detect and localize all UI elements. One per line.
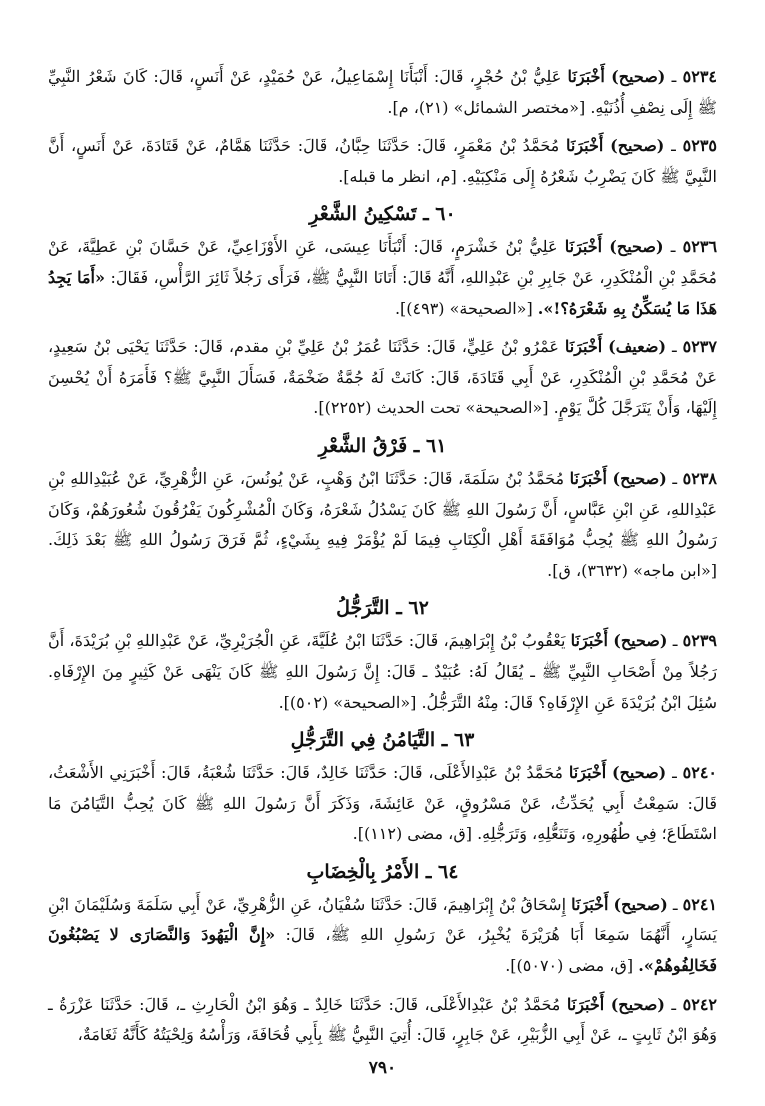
hadith-reference: [ق، مضى (١١٢)]. <box>352 824 472 844</box>
hadith-grade: (صحيح) <box>610 136 665 156</box>
hadith-5238: ٥٢٣٨ ـ (صحيح) أَخْبَرَنَا مُحَمَّدُ بْنُ سَلَمَةَ، قَالَ: حَدَّثَنَا ابْنُ وَهْبٍ، عَنْ يُونُسَ، عَنِ الزُّهْرِيِّ، عَنْ عُبَيْدِاللهِ بْنِ عَبْدِاللهِ، عَنِ ابْنِ عَبَّاسٍ، أَنَّ رَسُولَ اللهِ ﷺ كَانَ يَسْدُلُ شَعْرَهُ، وَكَانَ الْمُشْرِكُونَ يَفْرُقُونَ شُعُورَهُمْ، وَكَانَ رَسُولُ اللهِ ﷺ يُحِبُّ مُوَافَقَةَ أَهْلِ الْكِتَابِ فِيمَا لَمْ يُؤْمَرْ فِيهِ بِشَيْءٍ، ثُمَّ فَرَقَ رَسُولُ اللهِ ﷺ بَعْدَ ذَلِكَ. [«ابن ماجه» (٣٦٣٢)، ق]. <box>48 468 717 580</box>
hadith-grade: (صحيح) <box>613 894 668 914</box>
prophetic-saying: «إِنَّ الْيَهُودَ وَالنَّصَارَى لا يَصْبُغُونَ فَخَالِفُوهُمْ». <box>48 925 717 976</box>
hadith-reference: [«الصحيحة» تحت الحديث (٢٢٥٢)]. <box>313 398 549 418</box>
hadith-reference: [م، انظر ما قبله]. <box>338 166 457 186</box>
hadith-5235: ٥٢٣٥ ـ (صحيح) أَخْبَرَنَا مُحَمَّدُ بْنُ مَعْمَرٍ، قَالَ: حَدَّثَنَا حِبَّانُ، قَالَ: حَدَّثَنَا هَمَّامٌ، عَنْ قَتَادَةَ، عَنْ أَنَسٍ، أَنَّ النَّبِيَّ ﷺ كَانَ يَضْرِبُ شَعْرُهُ إِلَى مَنْكِبَيْهِ. [م، انظر ما قبله]. <box>48 136 717 186</box>
hadith-grade: (ضعيف) <box>608 337 667 357</box>
hadith-number: ٥٢٤٠ <box>682 763 718 783</box>
hadith-5237: ٥٢٣٧ ـ (ضعيف) أَخْبَرَنَا عَمْرُو بْنُ عَلِيٍّ، قَالَ: حَدَّثَنَا عُمَرُ بْنُ عَلِيِّ بْنِ مقدم، قَالَ: حَدَّثَنَا يَحْيَى بْنُ سَعِيدٍ، عَنْ مُحَمَّدِ بْنِ الْمُنْكَدِرِ، عَنْ أَبِي قَتَادَةَ، قَالَ: كَانَتْ لَهُ جُمَّةٌ ضَخْمَةٌ، فَسَأَلَ النَّبِيَّ ﷺ؟ فَأَمَرَهُ أَنْ يُحْسِنَ إِلَيْهَا، وَأَنْ يَتَرَجَّلَ كُلَّ يَوْمٍ. [«الصحيحة» تحت الحديث (٢٢٥٢)]. <box>48 337 718 418</box>
hadith-lead: أَخْبَرَنَا <box>569 468 607 488</box>
hadith-5241: ٥٢٤١ ـ (صحيح) أَخْبَرَنَا إِسْحَاقُ بْنُ إِبْرَاهِيمَ، قَالَ: حَدَّثَنَا سُفْيَانُ، عَنِ الزُّهْرِيِّ، عَنْ أَبِي سَلَمَةَ وَسُلَيْمَانَ ابْنِ يَسَارٍ، أَنَّهُمَا سَمِعَا أَبَا هُرَيْرَةَ يُخْبِرُ، عَنْ رَسُولِ اللهِ ﷺ، قَالَ: «إِنَّ الْيَهُودَ وَالنَّصَارَى لا يَصْبُغُونَ فَخَالِفُوهُمْ». [ق، مضى (٥٠٧٠)]. <box>48 894 718 976</box>
hadith-lead: أَخْبَرَنَا <box>564 237 603 257</box>
hadith-number: ٥٢٣٥ <box>682 136 717 156</box>
hadith-grade: (صحيح) <box>611 67 666 86</box>
hadith-lead: أَخْبَرَنَا <box>566 994 605 1014</box>
hadith-text: يَعْقُوبُ بْنُ إِبْرَاهِيمَ، قَالَ: حَدَّثَنَا ابْنُ عُلَيَّةَ، عَنِ الْجُرَيْرِيِّ، عَنْ عَبْدِاللهِ بْنِ بُرَيْدَةَ، أَنَّ رَجُلاً مِنْ أَصْحَابِ النَّبِيِّ ﷺ ـ يُقَالُ لَهُ: عُبَيْدٌ ـ قَالَ: إِنَّ رَسُولَ اللهِ ﷺ كَانَ يَنْهَى عَنْ كَثِيرٍ مِنَ الإِرْفَاهِ. سُئِلَ ابْنُ بُرَيْدَةَ عَنِ الإِرْفَاهِ؟ قَالَ: مِنْهُ التَّرَجُّلُ. <box>48 631 717 712</box>
chapter-heading-60: ٦٠ ـ تَسْكِينُ الشَّعْرِ <box>309 203 456 226</box>
hadith-reference: [«الصحيحة» (٤٩٣)]. <box>394 298 533 318</box>
hadith-5240: ٥٢٤٠ ـ (صحيح) أَخْبَرَنَا مُحَمَّدُ بْنُ عَبْدِالأَعْلَى، قَالَ: حَدَّثَنَا خَالِدٌ، قَالَ: حَدَّثَنَا شُعْبَةُ، قَالَ: أَخْبَرَنِي الأَشْعَثُ، قَالَ: سَمِعْتُ أَبِي يُحَدِّثُ، عَنْ مَسْرُوقٍ، عَنْ عَائِشَةَ، وَذَكَرَ أَنَّ رَسُولَ اللهِ ﷺ كَانَ يُحِبُّ التَّيَامُنَ مَا اسْتَطَاعَ؛ فِي طُهُورِهِ، وَتَنَعُّلِهِ، وَتَرَجُّلِهِ. [ق، مضى (١١٢)]. <box>48 763 718 844</box>
hadith-number: ٥٢٣٨ <box>682 468 717 488</box>
page-content <box>48 62 717 1051</box>
chapter-heading-62: ٦٢ ـ التَّرَجُّلُ <box>336 597 429 620</box>
hadith-5239: ٥٢٣٩ ـ (صحيح) أَخْبَرَنَا يَعْقُوبُ بْنُ إِبْرَاهِيمَ، قَالَ: حَدَّثَنَا ابْنُ عُلَيَّةَ، عَنِ الْجُرَيْرِيِّ، عَنْ عَبْدِاللهِ بْنِ بُرَيْدَةَ، أَنَّ رَجُلاً مِنْ أَصْحَابِ النَّبِيِّ ﷺ ـ يُقَالُ لَهُ: عُبَيْدٌ ـ قَالَ: إِنَّ رَسُولَ اللهِ ﷺ كَانَ يَنْهَى عَنْ كَثِيرٍ مِنَ الإِرْفَاهِ. سُئِلَ ابْنُ بُرَيْدَةَ عَنِ الإِرْفَاهِ؟ قَالَ: مِنْهُ التَّرَجُّلُ. [«الصحيحة» (٥٠٢)]. <box>48 631 718 712</box>
hadith-grade: (صحيح) <box>610 994 665 1014</box>
chapter-heading-64: ٦٤ ـ الأَمْرُ بِالْخِضَابِ <box>306 860 459 883</box>
hadith-reference: [«مختصر الشمائل» (٢١)، م]. <box>387 97 586 117</box>
hadith-lead: أَخْبَرَنَا <box>566 136 604 156</box>
hadith-5236: ٥٢٣٦ ـ (صحيح) أَخْبَرَنَا عَلِيُّ بْنُ خَشْرَمٍ، قَالَ: أَنْبَأَنَا عِيسَى، عَنِ الأَوْزَاعِيِّ، عَنْ حَسَّانَ بْنِ عَطِيَّةَ، عَنْ مُحَمَّدِ بْنِ الْمُنْكَدِرِ، عَنْ جَابِرِ بْنِ عَبْدِاللهِ، أَنَّهُ قَالَ: أَتَانَا النَّبِيُّ ﷺ، فَرَأَى رَجُلاً ثَائِرَ الرَّأْسِ، فَقَالَ: «أَمَا يَجِدُ هَذَا مَا يُسَكِّنُ بِهِ شَعْرَهُ؟!». [«الصحيحة» (٤٩٣)]. <box>48 237 718 318</box>
hadith-lead: أَخْبَرَنَا <box>568 763 607 783</box>
hadith-reference: [«ابن ماجه» (٣٦٣٢)، ق]. <box>547 560 717 580</box>
hadith-number: ٥٢٣٤ <box>682 67 717 86</box>
hadith-text: عَمْرُو بْنُ عَلِيٍّ، قَالَ: حَدَّثَنَا عُمَرُ بْنُ عَلِيِّ بْنِ مقدم، قَالَ: حَدَّثَنَا يَحْيَى بْنُ سَعِيدٍ، عَنْ مُحَمَّدِ بْنِ الْمُنْكَدِرِ، عَنْ أَبِي قَتَادَةَ، قَالَ: كَانَتْ لَهُ جُمَّةٌ ضَخْمَةٌ، فَسَأَلَ النَّبِيَّ ﷺ؟ فَأَمَرَهُ أَنْ يُحْسِنَ إِلَيْهَا، وَأَنْ يَتَرَجَّلَ كُلَّ يَوْمٍ. <box>48 337 718 418</box>
hadith-lead: أَخْبَرَنَا <box>567 67 605 86</box>
hadith-number: ٥٢٤١ <box>682 894 718 914</box>
hadith-grade: (صحيح) <box>613 631 668 651</box>
hadith-text: مُحَمَّدُ بْنُ عَبْدِالأَعْلَى، قَالَ: حَدَّثَنَا خَالِدٌ، قَالَ: حَدَّثَنَا شُعْبَةُ، قَالَ: أَخْبَرَنِي الأَشْعَثُ، قَالَ: سَمِعْتُ أَبِي يُحَدِّثُ، عَنْ مَسْرُوقٍ، عَنْ عَائِشَةَ، وَذَكَرَ أَنَّ رَسُولَ اللهِ ﷺ كَانَ يُحِبُّ التَّيَامُنَ مَا اسْتَطَاعَ؛ فِي طُهُورِهِ، وَتَنَعُّلِهِ، وَتَرَجُّلِهِ. <box>48 763 717 844</box>
prophetic-saying: «أَمَا يَجِدُ هَذَا مَا يُسَكِّنُ بِهِ شَعْرَهُ؟!». <box>48 267 717 318</box>
hadith-grade: (صحيح) <box>612 468 667 488</box>
hadith-5242: ٥٢٤٢ ـ (صحيح) أَخْبَرَنَا مُحَمَّدُ بْنُ عَبْدِالأَعْلَى، قَالَ: حَدَّثَنَا خَالِدٌ ـ وَهُوَ ابْنُ الْحَارِثِ ـ، قَالَ: حَدَّثَنَا عَزْرَةُ ـ وَهُوَ ابْنُ ثَابِتٍ ـ، عَنْ أَبِي الزُّبَيْرِ، عَنْ جَابِرٍ، قَالَ: أُتِيَ النَّبِيُّ ﷺ بِأَبِي قُحَافَةَ، وَرَأْسُهُ وَلِحْيَتُهُ كَأَنَّهُ ثَغَامَةٌ، <box>48 994 717 1045</box>
hadith-reference: [«الصحيحة» (٥٠٢)]. <box>278 692 417 712</box>
hadith-reference: [ق، مضى (٥٠٧٠)]. <box>505 956 634 976</box>
hadith-grade: (صحيح) <box>612 763 667 783</box>
hadith-number: ٥٢٣٩ <box>682 631 718 651</box>
hadith-text: عَلِيُّ بْنُ حُجْرٍ، قَالَ: أَنْبَأَنَا إِسْمَاعِيلُ، عَنْ حُمَيْدٍ، عَنْ أَنَسٍ، قَالَ: كَانَ شَعْرُ النَّبِيِّ ﷺ إِلَى نِصْفِ أُذُنَيْهِ. <box>48 67 717 117</box>
hadith-number: ٥٢٤٢ <box>682 994 717 1014</box>
page-number: ٧٩٠ <box>368 1058 397 1078</box>
hadith-text: مُحَمَّدُ بْنُ مَعْمَرٍ، قَالَ: حَدَّثَنَا حِبَّانُ، قَالَ: حَدَّثَنَا هَمَّامٌ، عَنْ قَتَادَةَ، عَنْ أَنَسٍ، أَنَّ النَّبِيَّ ﷺ كَانَ يَضْرِبُ شَعْرُهُ إِلَى مَنْكِبَيْهِ. <box>48 136 717 186</box>
hadith-number: ٥٢٣٦ <box>682 237 718 257</box>
hadith-5234: ٥٢٣٤ ـ (صحيح) أَخْبَرَنَا عَلِيُّ بْنُ حُجْرٍ، قَالَ: أَنْبَأَنَا إِسْمَاعِيلُ، عَنْ حُمَيْدٍ، عَنْ أَنَسٍ، قَالَ: كَانَ شَعْرُ النَّبِيِّ ﷺ إِلَى نِصْفِ أُذُنَيْهِ. [«مختصر الشمائل» (٢١)، م]. <box>48 67 717 117</box>
hadith-lead: أَخْبَرَنَا <box>564 337 603 357</box>
chapter-heading-63: ٦٣ ـ التَّيَامُنُ فِي التَّرَجُّلِ <box>290 729 475 752</box>
hadith-lead: أَخْبَرَنَا <box>571 894 609 914</box>
hadith-text: مُحَمَّدُ بْنُ عَبْدِالأَعْلَى، قَالَ: حَدَّثَنَا خَالِدٌ ـ وَهُوَ ابْنُ الْحَارِثِ ـ، قَالَ: حَدَّثَنَا عَزْرَةُ ـ وَهُوَ ابْنُ ثَابِتٍ ـ، عَنْ أَبِي الزُّبَيْرِ، عَنْ جَابِرٍ، قَالَ: أُتِيَ النَّبِيُّ ﷺ بِأَبِي قُحَافَةَ، وَرَأْسُهُ وَلِحْيَتُهُ كَأَنَّهُ ثَغَامَةٌ، <box>48 994 717 1045</box>
hadith-grade: (صحيح) <box>609 237 664 257</box>
hadith-text: عَلِيُّ بْنُ خَشْرَمٍ، قَالَ: أَنْبَأَنَا عِيسَى، عَنِ الأَوْزَاعِيِّ، عَنْ حَسَّانَ بْنِ عَطِيَّةَ، عَنْ مُحَمَّدِ بْنِ الْمُنْكَدِرِ، عَنْ جَابِرِ بْنِ عَبْدِاللهِ، أَنَّهُ قَالَ: أَتَانَا النَّبِيُّ ﷺ، فَرَأَى رَجُلاً ثَائِرَ الرَّأْسِ، فَقَالَ: <box>48 237 717 287</box>
hadith-number: ٥٢٣٧ <box>682 337 717 357</box>
chapter-heading-61: ٦١ ـ فَرْقُ الشَّعْرِ <box>318 434 447 457</box>
hadith-text: إِسْحَاقُ بْنُ إِبْرَاهِيمَ، قَالَ: حَدَّثَنَا سُفْيَانُ، عَنِ الزُّهْرِيِّ، عَنْ أَبِي سَلَمَةَ وَسُلَيْمَانَ ابْنِ يَسَارٍ، أَنَّهُمَا سَمِعَا أَبَا هُرَيْرَةَ يُخْبِرُ، عَنْ رَسُولِ اللهِ ﷺ، قَالَ: <box>48 894 718 945</box>
hadith-text: مُحَمَّدُ بْنُ سَلَمَةَ، قَالَ: حَدَّثَنَا ابْنُ وَهْبٍ، عَنْ يُونُسَ، عَنِ الزُّهْرِيِّ، عَنْ عُبَيْدِاللهِ بْنِ عَبْدِاللهِ، عَنِ ابْنِ عَبَّاسٍ، أَنَّ رَسُولَ اللهِ ﷺ كَانَ يَسْدُلُ شَعْرَهُ، وَكَانَ الْمُشْرِكُونَ يَفْرُقُونَ شُعُورَهُمْ، وَكَانَ رَسُولُ اللهِ ﷺ يُحِبُّ مُوَافَقَةَ أَهْلِ الْكِتَابِ فِيمَا لَمْ يُؤْمَرْ فِيهِ بِشَيْءٍ، ثُمَّ فَرَقَ رَسُولُ اللهِ ﷺ بَعْدَ ذَلِكَ. <box>48 468 717 550</box>
hadith-lead: أَخْبَرَنَا <box>570 631 608 651</box>
